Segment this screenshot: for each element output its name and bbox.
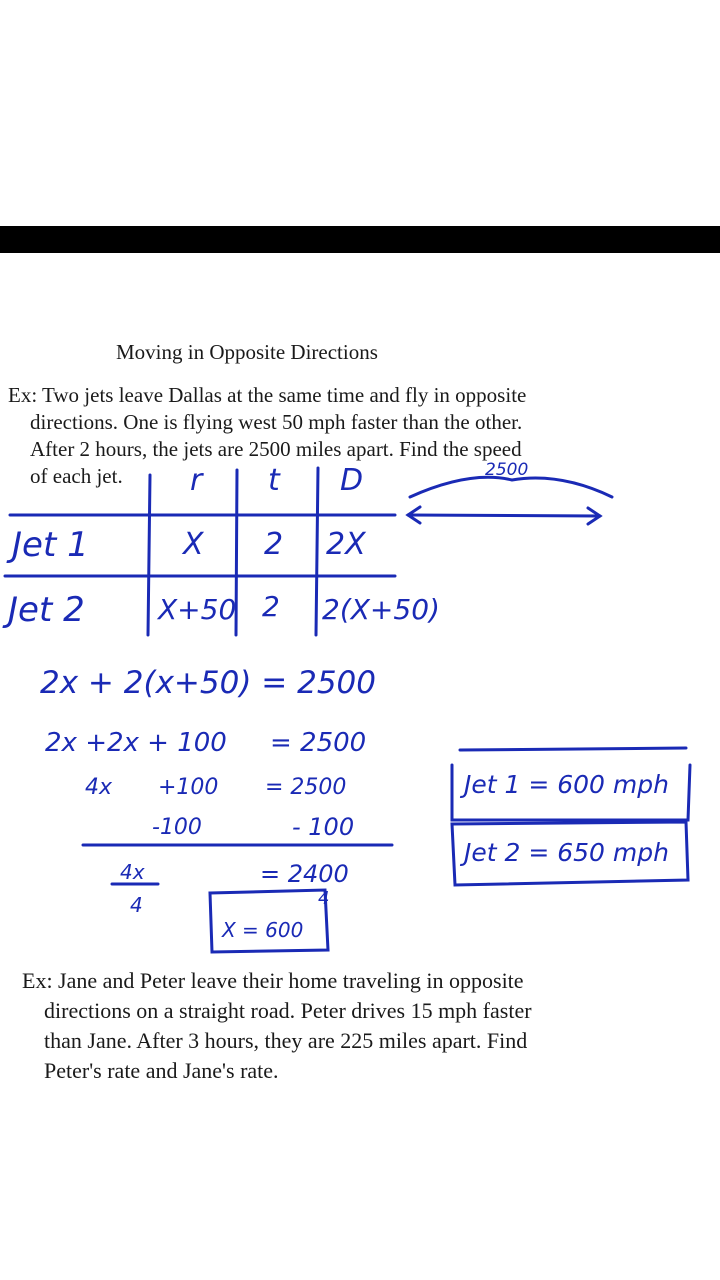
equation-5-right-denominator: 4	[318, 888, 330, 909]
equation-4-right: - 100	[292, 813, 355, 841]
example1-line-4: of each jet.	[30, 464, 123, 488]
answer-top-line	[460, 748, 686, 750]
equation-5-right: = 2400	[260, 860, 349, 888]
solution-text: X = 600	[222, 918, 304, 942]
diagram-label: 2500	[485, 460, 529, 480]
diagram-arrow-left	[408, 507, 420, 523]
row2-distance: 2(X+50)	[322, 593, 440, 626]
equation-1: 2x + 2(x+50) = 2500	[40, 665, 377, 701]
row2-time: 2	[262, 590, 280, 623]
row1-label: Jet 1	[12, 525, 89, 565]
example2-line-2: directions on a straight road. Peter drives 15 mph faster	[44, 998, 532, 1023]
answer-2: Jet 2 = 650 mph	[464, 838, 669, 867]
example1-line-2: directions. One is flying west 50 mph faster than the other.	[30, 410, 523, 434]
table-header-d: D	[340, 463, 364, 498]
equation-3-mid: +100	[158, 775, 219, 800]
diagram-arrow-right	[588, 508, 600, 524]
row2-label: Jet 2	[8, 590, 85, 630]
table-col-line-1	[148, 475, 150, 635]
example1-line-3: After 2 hours, the jets are 2500 miles apart. Find the speed	[30, 437, 522, 461]
diagram-brace	[410, 477, 612, 497]
table-header-r: r	[190, 463, 203, 498]
equation-3-left: 4x	[85, 775, 113, 800]
equation-4-left: -100	[152, 815, 202, 840]
page-title: Moving in Opposite Directions	[116, 340, 378, 364]
row1-time: 2	[264, 527, 284, 562]
example2-line-1: Ex: Jane and Peter leave their home traveling in opposite	[22, 968, 524, 993]
row2-rate: X+50	[158, 593, 237, 626]
example1-line-1: Ex: Two jets leave Dallas at the same time and fly in opposite	[8, 383, 527, 407]
table-header-t: t	[268, 463, 280, 498]
fraction-denominator: 4	[130, 893, 143, 917]
table-col-line-3	[316, 468, 318, 635]
row1-distance: 2X	[326, 527, 366, 562]
example2-line-3: than Jane. After 3 hours, they are 225 miles apart. Find	[44, 1028, 528, 1053]
row1-rate: X	[183, 527, 204, 562]
equation-2-right: = 2500	[270, 728, 367, 758]
answer-1: Jet 1 = 600 mph	[464, 770, 669, 799]
fraction-numerator: 4x	[120, 860, 145, 884]
top-black-bar	[0, 226, 720, 253]
equation-3-right: = 2500	[265, 775, 347, 800]
diagram-line	[408, 515, 600, 516]
example2-line-4: Peter's rate and Jane's rate.	[44, 1058, 279, 1083]
equation-2-left: 2x +2x + 100	[45, 728, 227, 758]
